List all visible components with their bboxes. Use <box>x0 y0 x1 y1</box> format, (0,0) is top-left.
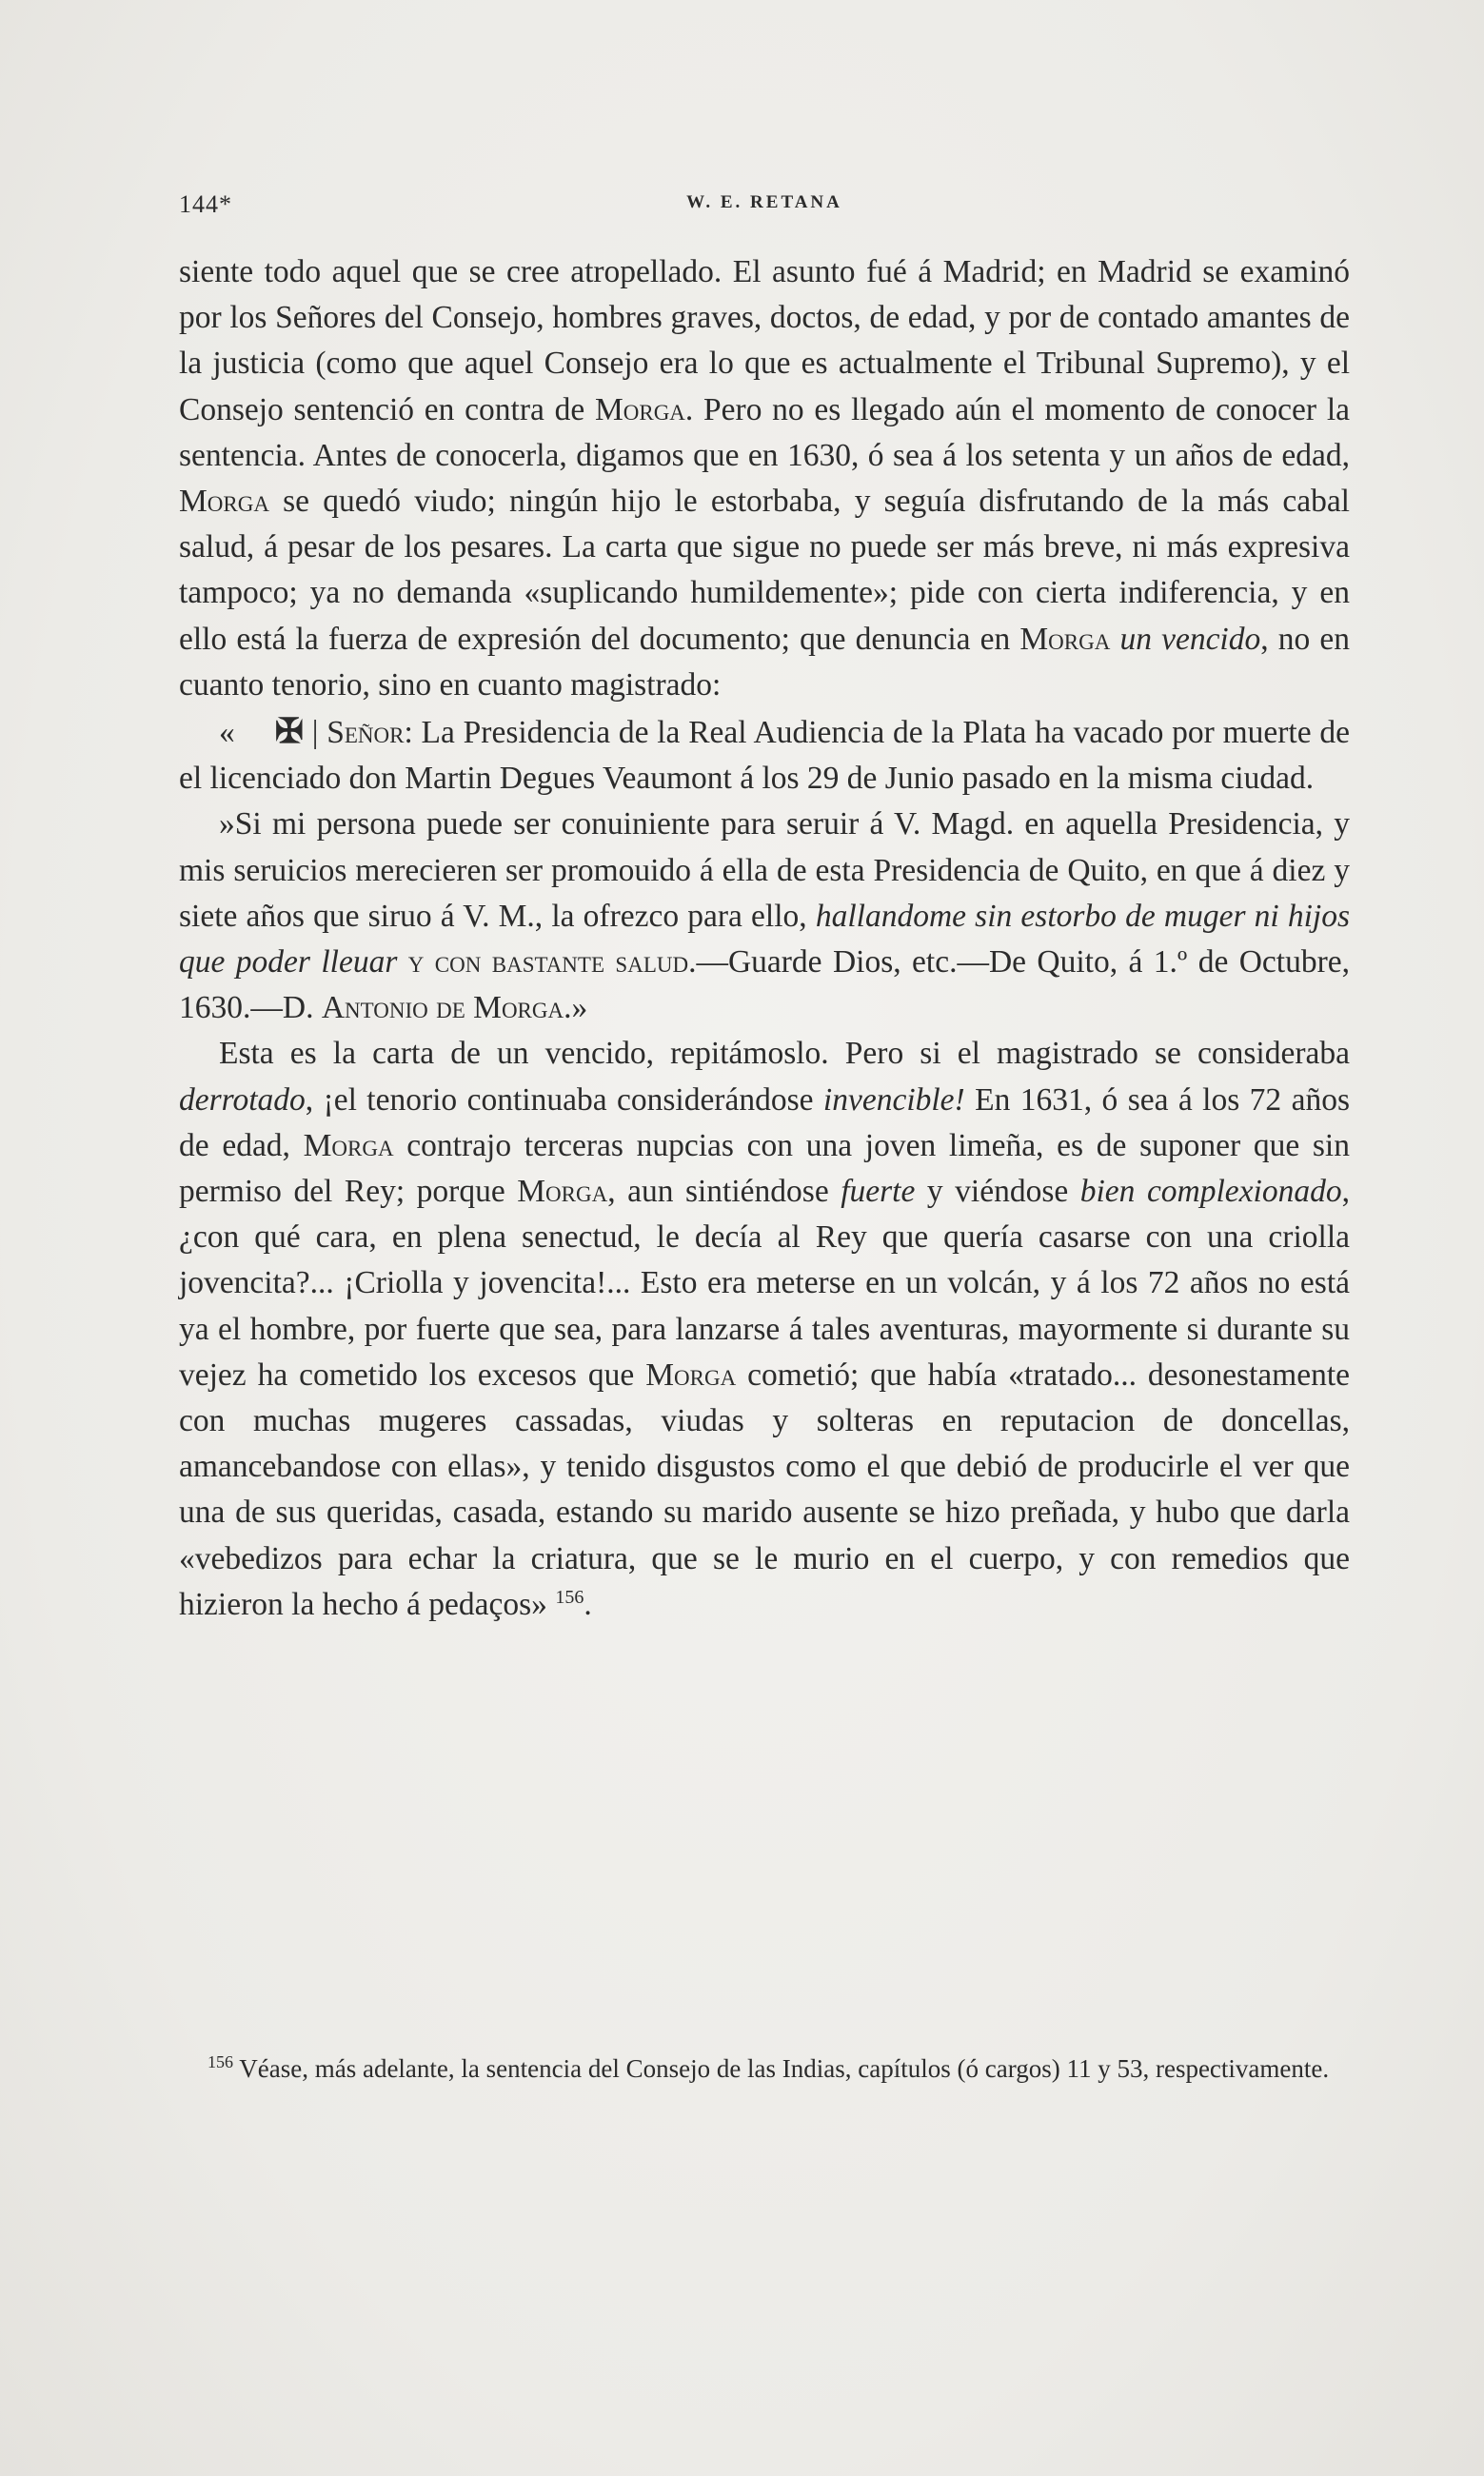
name-morga: Morga <box>1019 621 1111 657</box>
signature-name: Antonio de Morga <box>321 990 564 1026</box>
salutation: Señor <box>326 715 405 751</box>
name-morga: Morga <box>645 1357 737 1393</box>
emphasis-text: derrotado <box>179 1081 306 1118</box>
running-head: W. E. RETANA <box>686 192 842 212</box>
main-text <box>179 249 1350 1628</box>
maltese-cross-icon: ✠ <box>274 712 304 751</box>
footnote <box>208 2050 1350 2088</box>
name-morga: Morga <box>594 391 685 427</box>
footnote-ref[interactable]: 156 <box>555 1586 584 1608</box>
name-morga: Morga <box>517 1174 608 1210</box>
emphasis-text: invencible! <box>822 1081 965 1118</box>
footnote-text: Véase, más adelante, la sentencia del Consejo de las Indias, capítulos (ó cargos) 11 y 53, respectivamente. <box>233 2054 1330 2083</box>
emphasis-text: hallandome sin estorbo de muger ni hijos que poder lleuar <box>179 898 1351 980</box>
emphasis-text: fuerte <box>841 1174 916 1210</box>
name-morga: Morga <box>179 484 269 520</box>
letter-paragraph-1: « ✠ | Señor: La Presidencia de la Real Audiencia de la Plata ha vacado por muerte de el licenciado don Martin Degues Veaumont á los 29 de Junio pasado en la misma ciudad. <box>179 708 1350 802</box>
name-morga: Morga <box>303 1127 394 1163</box>
paragraph-2: Esta es la carta de un vencido, repitámoslo. Pero si el magistrado se consideraba derrotado, ¡el tenorio continuaba considerándose invencible! En 1631, ó sea á los 72 años de edad, Morga contrajo terceras nupcias con una joven limeña, es de suponer que sin permiso del Rey; porque Morga, aun sintiéndose fuerte y viéndose bien complexionado, ¿con qué cara, en plena senectud, le decía al Rey que quería casarse con una criolla jovencita?... ¡Criolla y jovencita!... Esto era meterse en un volcán, y á los 72 años no está ya el hombre, por fuerte que sea, para lanzarse á tales aventuras, mayormente si durante su vejez ha cometido los excesos que Morga cometió; que había «tratado... desonestamente con muchas mugeres cassadas, viudas y solteras en reputacion de doncellas, amancebandose con ellas», y tenido disgustos como el que debió de producirle el ver que una de sus queridas, casada, estando su marido ausente se hizo preñada, y hubo que darla «vebedizos para echar la criatura, que se le murio en el cuerpo, y con remedios que hizieron la hecho á pedaços» $^{156}$. <box>179 1036 1351 1622</box>
paragraph-1: siente todo aquel que se cree atropellado. El asunto fué á Madrid; en Madrid se examinó por los Señores del Consejo, hombres graves, doctos, de edad, y por de contado amantes de la justicia (como que aquel Consejo era lo que es actualmente el Tribunal Supremo), y el Consejo sentenció en contra de Morga. Pero no es llegado aún el momento de conocer la sentencia. Antes de conocerla, digamos que en 1630, ó sea á los setenta y un años de edad, Morga se quedó viudo; ningún hijo le estorbaba, y seguía disfrutando de la más cabal salud, á pesar de los pesares. La carta que sigue no puede ser más breve, ni más expresiva tampoco; ya no demanda «suplicando humildemente»; pide con cierta indiferencia, y en ello está la fuerza de expresión del documento; que denuncia en Morga un vencido, no en cuanto tenorio, sino en cuanto magistrado: <box>179 254 1350 703</box>
page-number: 144* <box>179 190 232 218</box>
emphasis-text: un vencido <box>1119 621 1261 657</box>
footnote-number: 156 <box>208 2052 233 2071</box>
page-header <box>179 190 1350 228</box>
letter-paragraph-2: »Si mi persona puede ser conuiniente para seruir á V. Magd. en aquella Presidencia, y mis seruicios merecieren ser promouido á ella de esta Presidencia de Quito, en que á diez y siete años que siruo á V. M., la ofrezco para ello, hallandome sin estorbo de muger ni hijos que poder lleuar y con bastante salud.—Guarde Dios, etc.—De Quito, á 1.º de Octubre, 1630.—D. Antonio de Morga.» <box>179 806 1351 1026</box>
emphasis-text: bien complexionado <box>1079 1174 1342 1210</box>
